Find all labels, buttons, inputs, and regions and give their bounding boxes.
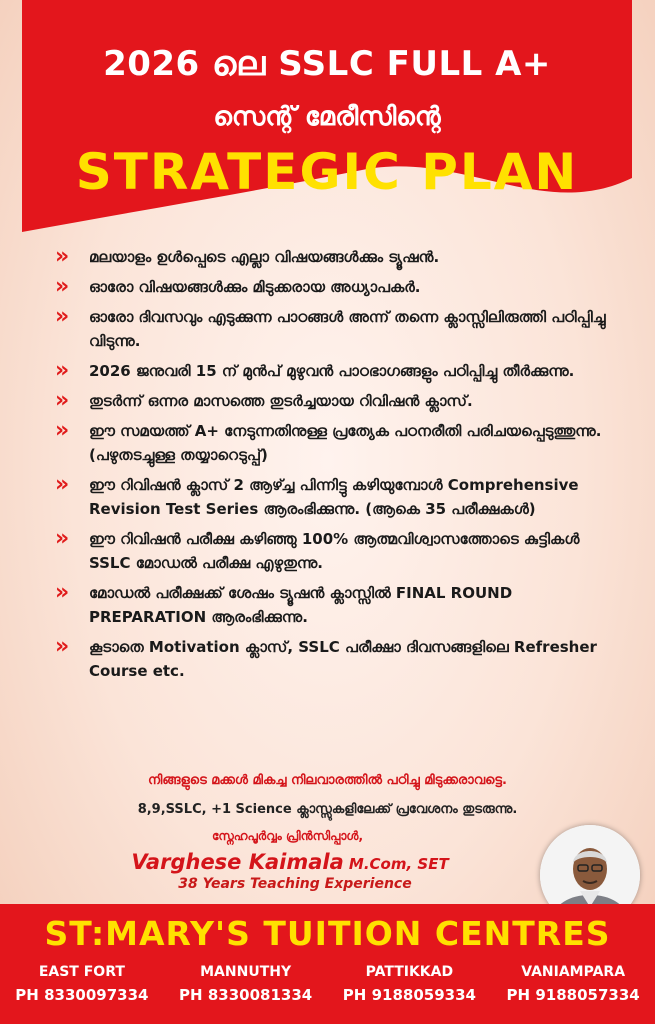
list-item-text: കൂടാതെ Motivation ക്ലാസ്, SSLC പരീക്ഷാ ദിവസങ്ങളിലെ Refresher Course etc. — [89, 638, 597, 680]
double-chevron-icon: » — [55, 358, 70, 383]
footer-bar — [0, 904, 655, 1024]
double-chevron-icon: » — [55, 472, 70, 497]
note-line2: 8,9,SSLC, +1 Science ക്ലാസ്സുകളിലേക്ക് പ്രവേശനം തുടരുന്നു. — [137, 802, 518, 817]
header-line1: 2026 ലെ SSLC FULL A+ — [103, 44, 551, 84]
branch-phone: PH 8330097334 — [15, 986, 149, 1004]
signature — [100, 850, 480, 874]
list-item — [55, 389, 625, 413]
list-item — [55, 527, 625, 575]
branch-name: VANIAMPARA — [521, 964, 626, 980]
list-item-text: മോഡൽ പരീക്ഷക്ക് ശേഷം ട്യൂഷൻ ക്ലാസ്സിൽ FINAL ROUND PREPARATION ആരംഭിക്കുന്നു. — [89, 584, 513, 626]
header-line2: സെന്റ് മേരീസിന്റെ — [213, 102, 441, 132]
list-item — [55, 419, 625, 467]
list-item — [55, 635, 625, 683]
principal-degree: M.Com, SET — [348, 855, 449, 873]
list-item — [55, 245, 625, 269]
plan-list — [55, 245, 625, 689]
list-item-text: ഈ റിവിഷൻ ക്ലാസ് 2 ആഴ്ച്ച പിന്നിട്ടു കഴിയുമ്പോൾ Comprehensive Revision Test Series ആരംഭിക്കുന്നു. (ആകെ 35 പരീക്ഷകൾ) — [89, 476, 579, 518]
double-chevron-icon: » — [55, 274, 70, 299]
list-item-text: ഈ സമയത്ത് A+ നേടുന്നതിനുള്ള പ്രത്യേക പഠനരീതി പരിചയപ്പെടുത്തുന്നു. (പഴുതടച്ചുള്ള തയ്യാറെടുപ്പ്) — [89, 422, 602, 464]
note-line1: നിങ്ങളുടെ മക്കൾ മികച്ച നിലവാരത്തിൽ പഠിച്ചു മിടുക്കരാവട്ടെ. — [148, 773, 507, 788]
list-item — [55, 305, 625, 353]
branch-item — [164, 964, 328, 1004]
branch-item — [0, 964, 164, 1004]
double-chevron-icon: » — [55, 526, 70, 551]
principal-experience: 38 Years Teaching Experience — [178, 876, 412, 892]
list-item-text: 2026 ജനുവരി 15 ന് മുൻപ് മുഴുവൻ പാഠഭാഗങ്ങളും പഠിപ്പിച്ചു തീർക്കുന്നു. — [89, 362, 575, 380]
branch-phone: PH 9188057334 — [506, 986, 640, 1004]
list-item-text: ഈ റിവിഷൻ പരീക്ഷ കഴിഞ്ഞു 100% ആത്മവിശ്വാസത്തോടെ കുട്ടികൾ SSLC മോഡൽ പരീക്ഷ എഴുതുന്നു. — [89, 530, 580, 572]
list-item-text: മലയാളം ഉൾപ്പെടെ എല്ലാ വിഷയങ്ങൾക്കും ട്യൂഷൻ. — [89, 248, 440, 266]
branch-phone: PH 9188059334 — [342, 986, 476, 1004]
double-chevron-icon: » — [55, 634, 70, 659]
list-item-text: ഓരോ ദിവസവും എടുക്കുന്ന പാഠങ്ങൾ അന്ന് തന്നെ ക്ലാസ്സിലിരുത്തി പഠിപ്പിച്ചു വിടുന്നു. — [89, 308, 606, 350]
branch-phone: PH 8330081334 — [179, 986, 313, 1004]
branch-name: MANNUTHY — [200, 964, 292, 980]
list-item — [55, 473, 625, 521]
double-chevron-icon: » — [55, 304, 70, 329]
double-chevron-icon: » — [55, 580, 70, 605]
footer-title: ST:MARY'S TUITION CENTRES — [44, 914, 611, 953]
list-item — [55, 359, 625, 383]
note-line3: സ്നേഹപൂർവ്വം പ്രിൻസിപ്പാൾ, — [211, 829, 364, 843]
branch-list — [0, 964, 655, 1004]
principal-name: Varghese Kaimala — [131, 850, 344, 874]
branch-item — [328, 964, 492, 1004]
double-chevron-icon: » — [55, 418, 70, 443]
list-item — [55, 275, 625, 299]
header-title: STRATEGIC PLAN — [75, 143, 579, 201]
double-chevron-icon: » — [55, 388, 70, 413]
list-item — [55, 581, 625, 629]
list-item-text: തുടർന്ന് ഒന്നര മാസത്തെ തുടർച്ചയായ റിവിഷൻ ക്ലാസ്. — [89, 392, 473, 410]
double-chevron-icon: » — [55, 244, 70, 269]
branch-name: PATTIKKAD — [365, 964, 454, 980]
list-item-text: ഓരോ വിഷയങ്ങൾക്കും മിടുക്കരായ അധ്യാപകർ. — [89, 278, 421, 296]
branch-item — [491, 964, 655, 1004]
branch-name: EAST FORT — [38, 964, 125, 980]
